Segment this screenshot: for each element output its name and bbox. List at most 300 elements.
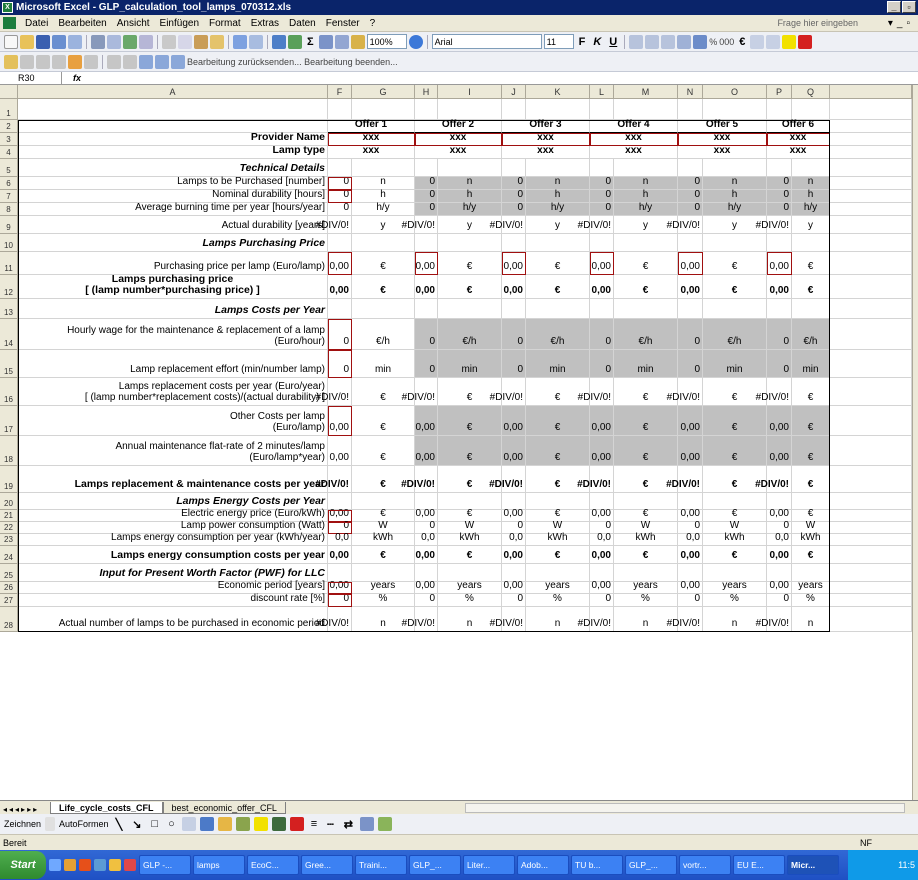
empty-cell[interactable] — [678, 159, 703, 177]
offer-4-value-24[interactable]: 0,00 — [590, 546, 614, 564]
offer-2-value-23[interactable]: 0,0 — [415, 534, 438, 546]
label-cell-20[interactable]: Lamps Energy Costs per Year — [18, 493, 328, 510]
previous-comment-icon[interactable] — [20, 55, 34, 69]
euro-button[interactable]: € — [739, 35, 746, 48]
menu-fenster[interactable]: Fenster — [325, 17, 360, 29]
label-cell-24[interactable]: Lamps energy consumption costs per year — [18, 546, 328, 564]
empty-cell[interactable] — [767, 99, 792, 120]
taskbar-button-6[interactable]: GLP_... — [409, 855, 461, 875]
empty-cell[interactable] — [678, 234, 703, 252]
label-cell-4[interactable]: Lamp type — [18, 146, 328, 159]
label-cell-11[interactable]: Purchasing price per lamp (Euro/lamp) — [18, 252, 328, 275]
offer-1-value-22[interactable]: 0 — [328, 522, 352, 534]
offer-2-value-9[interactable]: #DIV/0! — [415, 216, 438, 234]
copy-icon[interactable] — [178, 35, 192, 49]
worksheet-grid[interactable] — [0, 85, 912, 800]
empty-cell[interactable] — [767, 159, 792, 177]
offer-3-value-21[interactable]: 0,00 — [502, 510, 526, 522]
offer-3-value-18[interactable]: 0,00 — [502, 436, 526, 466]
empty-cell[interactable] — [526, 159, 590, 177]
offer-5-value-16[interactable]: #DIV/0! — [678, 378, 703, 406]
undo-icon[interactable] — [233, 35, 247, 49]
row-header-20[interactable]: 20 — [0, 493, 18, 510]
row-header-11[interactable]: 11 — [0, 252, 18, 275]
offer-4-provider-name-cell[interactable]: xxx — [590, 133, 678, 146]
document-window-buttons[interactable]: ▾_▫ — [887, 17, 914, 29]
taskbar-button-4[interactable]: Gree... — [301, 855, 353, 875]
empty-cell[interactable] — [526, 299, 590, 319]
empty-cell[interactable] — [830, 216, 912, 234]
offer-4-value-15[interactable]: 0 — [590, 350, 614, 378]
line-icon[interactable]: ╲ — [115, 818, 123, 831]
empty-cell[interactable] — [830, 159, 912, 177]
row-header-10[interactable]: 10 — [0, 234, 18, 252]
row-header-25[interactable]: 25 — [0, 564, 18, 582]
offer-5-value-22[interactable]: 0 — [678, 522, 703, 534]
offer-1-value-12[interactable]: 0,00 — [328, 275, 352, 299]
row-header-16[interactable]: 16 — [0, 378, 18, 406]
italic-button[interactable]: K — [593, 35, 602, 48]
empty-cell[interactable] — [438, 299, 502, 319]
label-cell-14[interactable]: Hourly wage for the maintenance & replacement of a lamp (Euro/hour) — [18, 319, 328, 350]
offer-2-value-14[interactable]: 0 — [415, 319, 438, 350]
offer-4-value-14[interactable]: 0 — [590, 319, 614, 350]
tab-best-economic-offer[interactable]: best_economic_offer_CFL — [163, 802, 286, 814]
borders-icon[interactable] — [766, 35, 780, 49]
label-cell-12[interactable]: Lamps purchasing price [ (lamp number*purchasing price) ] — [18, 275, 328, 299]
offer-6-value-11[interactable]: 0,00 — [767, 252, 792, 275]
empty-cell[interactable] — [502, 99, 526, 120]
offer-3-value-22[interactable]: 0 — [502, 522, 526, 534]
taskbar-button-5[interactable]: Traini... — [355, 855, 407, 875]
oval-icon[interactable]: ○ — [168, 818, 175, 830]
empty-cell[interactable] — [614, 234, 678, 252]
offer-6-value-26[interactable]: 0,00 — [767, 582, 792, 594]
column-header-n[interactable]: N — [678, 85, 703, 99]
offer-3-value-12[interactable]: 0,00 — [502, 275, 526, 299]
sheet-nav-arrows[interactable]: ◂◂◂▸▸▸ — [3, 805, 40, 814]
offer-4-value-12[interactable]: 0,00 — [590, 275, 614, 299]
taskbar-button-10[interactable]: GLP_... — [625, 855, 677, 875]
offer-4-value-17[interactable]: 0,00 — [590, 406, 614, 436]
arrow-style-icon[interactable]: ⇄ — [343, 818, 353, 831]
offer-1-value-19[interactable]: #DIV/0! — [328, 466, 352, 493]
label-cell-3[interactable]: Provider Name — [18, 133, 328, 146]
picture-icon[interactable] — [236, 817, 250, 831]
offer-6-value-21[interactable]: 0,00 — [767, 510, 792, 522]
empty-cell[interactable] — [830, 120, 912, 133]
offer-4-value-8[interactable]: 0 — [590, 203, 614, 216]
offer-6-value-16[interactable]: #DIV/0! — [767, 378, 792, 406]
ink-icon[interactable] — [155, 55, 169, 69]
label-cell-16[interactable]: Lamps replacement costs per year (Euro/year) [ (lamp number*replacement costs)/(actual durability) ] — [18, 378, 328, 406]
empty-cell[interactable] — [415, 299, 438, 319]
empty-cell[interactable] — [792, 234, 830, 252]
taskbar-button-1[interactable]: GLP -... — [139, 855, 191, 875]
offer-1-value-26[interactable]: 0,00 — [328, 582, 352, 594]
label-cell-22[interactable]: Lamp power consumption (Watt) — [18, 522, 328, 534]
label-cell-21[interactable]: Electric energy price (Euro/kWh) — [18, 510, 328, 522]
desktop-icon[interactable] — [49, 859, 61, 871]
empty-cell[interactable] — [678, 299, 703, 319]
offer-3-value-11[interactable]: 0,00 — [502, 252, 526, 275]
offer-4-value-6[interactable]: 0 — [590, 177, 614, 190]
app-icon[interactable] — [124, 859, 136, 871]
thousands-button[interactable]: 000 — [719, 36, 735, 47]
label-cell-23[interactable]: Lamps energy consumption per year (kWh/year) — [18, 534, 328, 546]
label-cell-15[interactable]: Lamp replacement effort (min/number lamp) — [18, 350, 328, 378]
align-right-icon[interactable] — [661, 35, 675, 49]
send-icon[interactable] — [139, 55, 153, 69]
line-style-icon[interactable]: ≡ — [310, 818, 318, 830]
offer-5-value-14[interactable]: 0 — [678, 319, 703, 350]
document-icon[interactable] — [3, 17, 16, 29]
taskbar-button-8[interactable]: Adob... — [517, 855, 569, 875]
hyperlink-icon[interactable] — [272, 35, 286, 49]
offer-5-value-9[interactable]: #DIV/0! — [678, 216, 703, 234]
empty-cell[interactable] — [830, 493, 912, 510]
empty-cell[interactable] — [502, 234, 526, 252]
empty-cell[interactable] — [830, 594, 912, 607]
cut-icon[interactable] — [162, 35, 176, 49]
offer-3-value-23[interactable]: 0,0 — [502, 534, 526, 546]
sort-descending-icon[interactable] — [335, 35, 349, 49]
offer-2-value-17[interactable]: 0,00 — [415, 406, 438, 436]
empty-cell[interactable] — [352, 159, 415, 177]
offer-1-value-15[interactable]: 0 — [328, 350, 352, 378]
offer-3-value-7[interactable]: 0 — [502, 190, 526, 203]
empty-cell[interactable] — [830, 406, 912, 436]
empty-cell[interactable] — [830, 146, 912, 159]
column-header-g[interactable]: G — [352, 85, 415, 99]
offer-5-lamp-type-cell[interactable]: xxx — [678, 146, 767, 159]
offer-1-provider-name-cell[interactable]: xxx — [328, 133, 415, 146]
offer-1-value-24[interactable]: 0,00 — [328, 546, 352, 564]
offer-6-value-19[interactable]: #DIV/0! — [767, 466, 792, 493]
offer-6-value-15[interactable]: 0 — [767, 350, 792, 378]
start-button[interactable]: Start — [0, 851, 46, 879]
empty-cell[interactable] — [526, 99, 590, 120]
empty-cell[interactable] — [830, 607, 912, 632]
textbox-icon[interactable] — [182, 817, 196, 831]
empty-cell[interactable] — [830, 466, 912, 493]
empty-cell[interactable] — [830, 582, 912, 594]
empty-cell[interactable] — [767, 234, 792, 252]
font-color-draw-icon[interactable] — [290, 817, 304, 831]
increase-decimal-icon[interactable] — [750, 35, 764, 49]
menu-bearbeiten[interactable]: Bearbeiten — [58, 17, 107, 29]
offer-6-value-7[interactable]: 0 — [767, 190, 792, 203]
bold-button[interactable]: F — [578, 35, 586, 48]
offer-3-value-24[interactable]: 0,00 — [502, 546, 526, 564]
row-header-8[interactable]: 8 — [0, 203, 18, 216]
empty-cell[interactable] — [830, 299, 912, 319]
empty-cell[interactable] — [830, 177, 912, 190]
offer-1-value-27[interactable]: 0 — [328, 594, 352, 607]
spelling-icon[interactable] — [123, 35, 137, 49]
offer-6-value-27[interactable]: 0 — [767, 594, 792, 607]
offer-6-value-12[interactable]: 0,00 — [767, 275, 792, 299]
underline-button[interactable]: U — [609, 35, 618, 48]
taskbar-button-11[interactable]: vortr... — [679, 855, 731, 875]
empty-cell[interactable] — [614, 159, 678, 177]
dash-style-icon[interactable]: ┄ — [327, 818, 334, 831]
offer-3-value-17[interactable]: 0,00 — [502, 406, 526, 436]
row-header-22[interactable]: 22 — [0, 522, 18, 534]
empty-cell[interactable] — [830, 522, 912, 534]
offer-3-value-14[interactable]: 0 — [502, 319, 526, 350]
column-header-j[interactable]: J — [502, 85, 526, 99]
offer-2-value-12[interactable]: 0,00 — [415, 275, 438, 299]
empty-cell[interactable] — [830, 534, 912, 546]
row-header-3[interactable]: 3 — [0, 133, 18, 146]
word-icon[interactable] — [94, 859, 106, 871]
menu-extras[interactable]: Extras — [250, 17, 280, 29]
offer-6-value-8[interactable]: 0 — [767, 203, 792, 216]
empty-cell[interactable] — [830, 203, 912, 216]
offer-2-value-7[interactable]: 0 — [415, 190, 438, 203]
offer-1-value-7[interactable]: 0 — [328, 190, 352, 203]
percent-button[interactable]: % — [709, 36, 718, 47]
offer-1-value-18[interactable]: 0,00 — [328, 436, 352, 466]
offer-5-value-8[interactable]: 0 — [678, 203, 703, 216]
permission-icon[interactable] — [52, 35, 66, 49]
empty-cell[interactable] — [767, 299, 792, 319]
empty-cell[interactable] — [614, 299, 678, 319]
label-cell-28[interactable]: Actual number of lamps to be purchased in economic period — [18, 607, 328, 632]
label-cell-13[interactable]: Lamps Costs per Year — [18, 299, 328, 319]
offer-2-provider-name-cell[interactable]: xxx — [415, 133, 502, 146]
update-file-icon[interactable] — [171, 55, 185, 69]
offer-4-value-19[interactable]: #DIV/0! — [590, 466, 614, 493]
row-header-14[interactable]: 14 — [0, 319, 18, 350]
empty-cell[interactable] — [830, 546, 912, 564]
autoshapes-menu[interactable]: AutoFormen — [59, 819, 109, 829]
label-cell-26[interactable]: Economic period [years] — [18, 582, 328, 594]
column-header-p[interactable]: P — [767, 85, 792, 99]
offer-1-value-21[interactable]: 0,00 — [328, 510, 352, 522]
offer-6-value-22[interactable]: 0 — [767, 522, 792, 534]
taskbar-button-9[interactable]: TU b... — [571, 855, 623, 875]
font-size-select[interactable]: 11 — [544, 34, 574, 49]
label-cell-7[interactable]: Nominal durability [hours] — [18, 190, 328, 203]
select-objects-icon[interactable] — [45, 817, 55, 831]
arrow-icon[interactable]: ↘ — [132, 818, 142, 831]
row-header-19[interactable]: 19 — [0, 466, 18, 493]
print-icon[interactable] — [91, 35, 105, 49]
column-header-i[interactable]: I — [438, 85, 502, 99]
offer-2-value-21[interactable]: 0,00 — [415, 510, 438, 522]
label-cell-6[interactable]: Lamps to be Purchased [number] — [18, 177, 328, 190]
3d-icon[interactable] — [378, 817, 392, 831]
offer-5-value-11[interactable]: 0,00 — [678, 252, 703, 275]
empty-cell[interactable] — [792, 299, 830, 319]
chart-wizard-icon[interactable] — [288, 35, 302, 49]
clipart-icon[interactable] — [218, 817, 232, 831]
empty-cell[interactable] — [328, 234, 352, 252]
empty-cell[interactable] — [438, 234, 502, 252]
label-cell-25[interactable]: Input for Present Worth Factor (PWF) for LLC — [18, 564, 328, 582]
empty-cell[interactable] — [830, 436, 912, 466]
menu-datei[interactable]: Datei — [25, 17, 49, 29]
help-search-input[interactable]: Frage hier eingeben — [777, 18, 858, 28]
review-actions[interactable]: Bearbeitung zurücksenden... Bearbeitung beenden... — [187, 56, 398, 67]
new-comment-icon[interactable] — [4, 55, 18, 69]
offer-header-4[interactable]: Offer 4 — [590, 120, 678, 133]
empty-cell[interactable] — [352, 299, 415, 319]
column-header-a[interactable]: A — [18, 85, 328, 99]
label-cell-1[interactable] — [18, 99, 328, 120]
offer-4-value-11[interactable]: 0,00 — [590, 252, 614, 275]
font-select[interactable]: Arial — [432, 34, 542, 49]
column-header-h[interactable]: H — [415, 85, 438, 99]
offer-3-value-9[interactable]: #DIV/0! — [502, 216, 526, 234]
empty-cell[interactable] — [830, 99, 912, 120]
offer-2-value-16[interactable]: #DIV/0! — [415, 378, 438, 406]
merge-center-icon[interactable] — [677, 35, 691, 49]
label-cell-10[interactable]: Lamps Purchasing Price — [18, 234, 328, 252]
empty-cell[interactable] — [415, 159, 438, 177]
offer-4-value-16[interactable]: #DIV/0! — [590, 378, 614, 406]
offer-2-value-28[interactable]: #DIV/0! — [415, 607, 438, 632]
offer-5-value-21[interactable]: 0,00 — [678, 510, 703, 522]
offer-1-value-8[interactable]: 0 — [328, 203, 352, 216]
offer-3-lamp-type-cell[interactable]: xxx — [502, 146, 590, 159]
row-header-13[interactable]: 13 — [0, 299, 18, 319]
empty-cell[interactable] — [830, 234, 912, 252]
offer-2-value-15[interactable]: 0 — [415, 350, 438, 378]
empty-cell[interactable] — [352, 234, 415, 252]
empty-cell[interactable] — [438, 159, 502, 177]
offer-4-value-21[interactable]: 0,00 — [590, 510, 614, 522]
offer-5-value-24[interactable]: 0,00 — [678, 546, 703, 564]
empty-cell[interactable] — [502, 299, 526, 319]
font-color-icon[interactable] — [798, 35, 812, 49]
offer-6-value-9[interactable]: #DIV/0! — [767, 216, 792, 234]
line-color-icon[interactable] — [272, 817, 286, 831]
rectangle-icon[interactable]: □ — [151, 818, 159, 830]
offer-4-value-26[interactable]: 0,00 — [590, 582, 614, 594]
offer-1-lamp-type-cell[interactable]: xxx — [328, 146, 415, 159]
zoom-select[interactable]: 100% — [367, 34, 407, 49]
row-header-26[interactable]: 26 — [0, 582, 18, 594]
offer-5-value-17[interactable]: 0,00 — [678, 406, 703, 436]
offer-5-value-26[interactable]: 0,00 — [678, 582, 703, 594]
offer-5-provider-name-cell[interactable]: xxx — [678, 133, 767, 146]
row-header-15[interactable]: 15 — [0, 350, 18, 378]
label-cell-9[interactable]: Actual durability [years] — [18, 216, 328, 234]
offer-2-value-11[interactable]: 0,00 — [415, 252, 438, 275]
offer-header-2[interactable]: Offer 2 — [415, 120, 502, 133]
restore-button[interactable]: ▫ — [902, 1, 916, 13]
column-header-r[interactable] — [830, 85, 912, 99]
minimize-button[interactable]: _ — [887, 1, 901, 13]
offer-2-value-22[interactable]: 0 — [415, 522, 438, 534]
empty-cell[interactable] — [830, 275, 912, 299]
offer-2-value-8[interactable]: 0 — [415, 203, 438, 216]
highlight-changes-icon[interactable] — [123, 55, 137, 69]
offer-4-value-27[interactable]: 0 — [590, 594, 614, 607]
empty-cell[interactable] — [830, 350, 912, 378]
offer-2-value-26[interactable]: 0,00 — [415, 582, 438, 594]
offer-4-value-22[interactable]: 0 — [590, 522, 614, 534]
menu-einfuegen[interactable]: Einfügen — [159, 17, 200, 29]
delete-comment-icon[interactable] — [84, 55, 98, 69]
row-header-2[interactable]: 2 — [0, 120, 18, 133]
row-header-27[interactable]: 27 — [0, 594, 18, 607]
research-icon[interactable] — [139, 35, 153, 49]
sort-ascending-icon[interactable] — [319, 35, 333, 49]
next-comment-icon[interactable] — [36, 55, 50, 69]
column-header-l[interactable]: L — [590, 85, 614, 99]
offer-5-value-28[interactable]: #DIV/0! — [678, 607, 703, 632]
empty-cell[interactable] — [703, 234, 767, 252]
column-header-m[interactable]: M — [614, 85, 678, 99]
empty-cell[interactable] — [703, 99, 767, 120]
offer-6-value-28[interactable]: #DIV/0! — [767, 607, 792, 632]
empty-cell[interactable] — [614, 99, 678, 120]
offer-3-value-26[interactable]: 0,00 — [502, 582, 526, 594]
offer-header-5[interactable]: Offer 5 — [678, 120, 767, 133]
currency-style-icon[interactable] — [693, 35, 707, 49]
empty-cell[interactable] — [830, 133, 912, 146]
offer-2-value-19[interactable]: #DIV/0! — [415, 466, 438, 493]
offer-5-value-27[interactable]: 0 — [678, 594, 703, 607]
row-header-24[interactable]: 24 — [0, 546, 18, 564]
offer-3-value-16[interactable]: #DIV/0! — [502, 378, 526, 406]
column-header-f[interactable]: F — [328, 85, 352, 99]
empty-cell[interactable] — [590, 99, 614, 120]
shadow-icon[interactable] — [360, 817, 374, 831]
offer-1-value-17[interactable]: 0,00 — [328, 406, 352, 436]
offer-5-value-18[interactable]: 0,00 — [678, 436, 703, 466]
label-cell-27[interactable]: discount rate [%] — [18, 594, 328, 607]
taskbar-button-3[interactable]: EcoC... — [247, 855, 299, 875]
offer-2-value-6[interactable]: 0 — [415, 177, 438, 190]
empty-cell[interactable] — [590, 159, 614, 177]
format-painter-icon[interactable] — [210, 35, 224, 49]
label-cell-17[interactable]: Other Costs per lamp (Euro/lamp) — [18, 406, 328, 436]
empty-cell[interactable] — [526, 234, 590, 252]
row-header-9[interactable]: 9 — [0, 216, 18, 234]
empty-cell[interactable] — [328, 299, 352, 319]
label-cell-19[interactable]: Lamps replacement & maintenance costs per year — [18, 466, 328, 493]
offer-6-value-23[interactable]: 0,0 — [767, 534, 792, 546]
offer-2-value-18[interactable]: 0,00 — [415, 436, 438, 466]
offer-3-value-27[interactable]: 0 — [502, 594, 526, 607]
wordart-icon[interactable] — [200, 817, 214, 831]
fill-color-icon[interactable] — [782, 35, 796, 49]
row-header-21[interactable]: 21 — [0, 510, 18, 522]
empty-cell[interactable] — [415, 99, 438, 120]
offer-6-value-17[interactable]: 0,00 — [767, 406, 792, 436]
row-header-1[interactable]: 1 — [0, 99, 18, 120]
label-cell-8[interactable]: Average burning time per year [hours/year] — [18, 203, 328, 216]
offer-4-value-28[interactable]: #DIV/0! — [590, 607, 614, 632]
empty-cell[interactable] — [328, 99, 352, 120]
row-header-6[interactable]: 6 — [0, 177, 18, 190]
offer-1-value-16[interactable]: #DIV/0! — [328, 378, 352, 406]
offer-6-value-18[interactable]: 0,00 — [767, 436, 792, 466]
row-header-18[interactable]: 18 — [0, 436, 18, 466]
offer-4-value-7[interactable]: 0 — [590, 190, 614, 203]
offer-header-3[interactable]: Offer 3 — [502, 120, 590, 133]
offer-6-provider-name-cell[interactable]: xxx — [767, 133, 830, 146]
taskbar-button-12[interactable]: EU E... — [733, 855, 785, 875]
offer-2-value-27[interactable]: 0 — [415, 594, 438, 607]
new-icon[interactable] — [4, 35, 18, 49]
offer-header-1[interactable]: Offer 1 — [328, 120, 415, 133]
